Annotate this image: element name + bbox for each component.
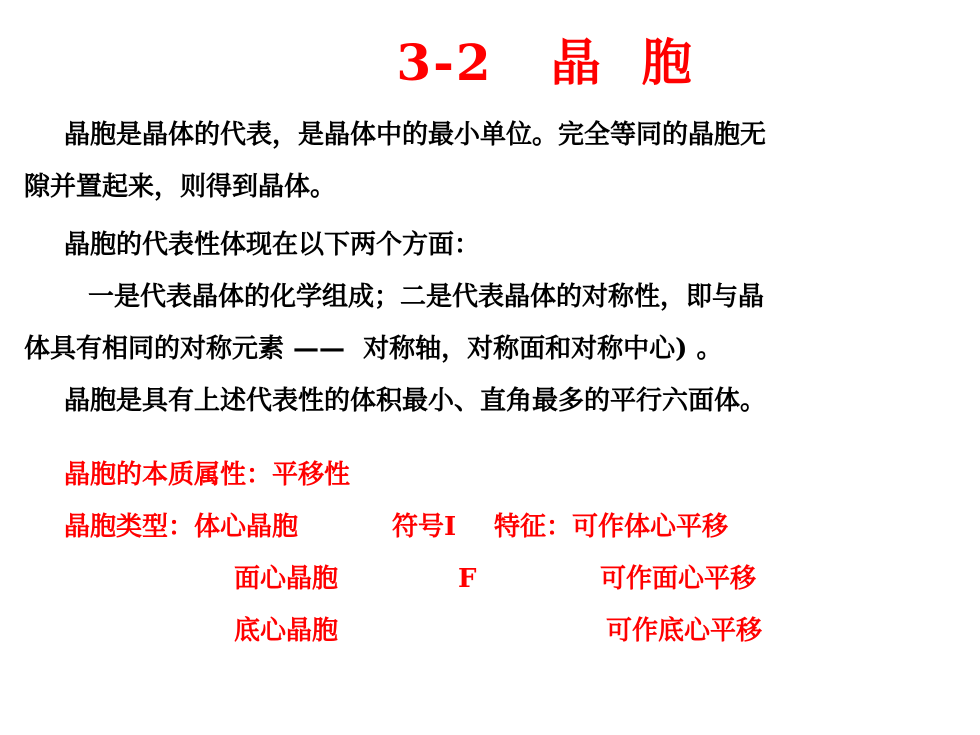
cell-type-row3-feature: 可作底心平移: [606, 616, 763, 646]
cell-type-row3-name: 底心晶胞: [234, 616, 339, 646]
slide-title: 3-2 晶 胞: [396, 33, 694, 92]
paragraph2-line1: 晶胞的代表性体现在以下两个方面：: [64, 230, 481, 260]
paragraph3: 晶胞是具有上述代表性的体积最小、直角最多的平行六面体。: [64, 386, 767, 416]
cell-type-row2-symbol: F: [458, 564, 477, 594]
paragraph1-line1: 晶胞是晶体的代表，是晶体中的最小单位。完全等同的晶胞无: [64, 120, 767, 150]
paragraph2-line2: 一是代表晶体的化学组成；二是代表晶体的对称性，即与晶: [88, 282, 765, 312]
cell-type-row1-label: 晶胞类型：体心晶胞: [64, 512, 299, 542]
cell-type-row2-name: 面心晶胞: [234, 564, 339, 594]
essential-property: 晶胞的本质属性：平移性: [64, 460, 351, 490]
cell-type-row2-feature: 可作面心平移: [600, 564, 757, 594]
paragraph2-line3: 体具有相同的对称元素 —— 对称轴，对称面和对称中心) 。: [24, 334, 723, 364]
paragraph1-line2: 隙并置起来，则得到晶体。: [24, 172, 337, 202]
cell-type-row1-feature: 特征：可作体心平移: [494, 512, 729, 542]
cell-type-row1-symbol: 符号I: [392, 512, 457, 542]
